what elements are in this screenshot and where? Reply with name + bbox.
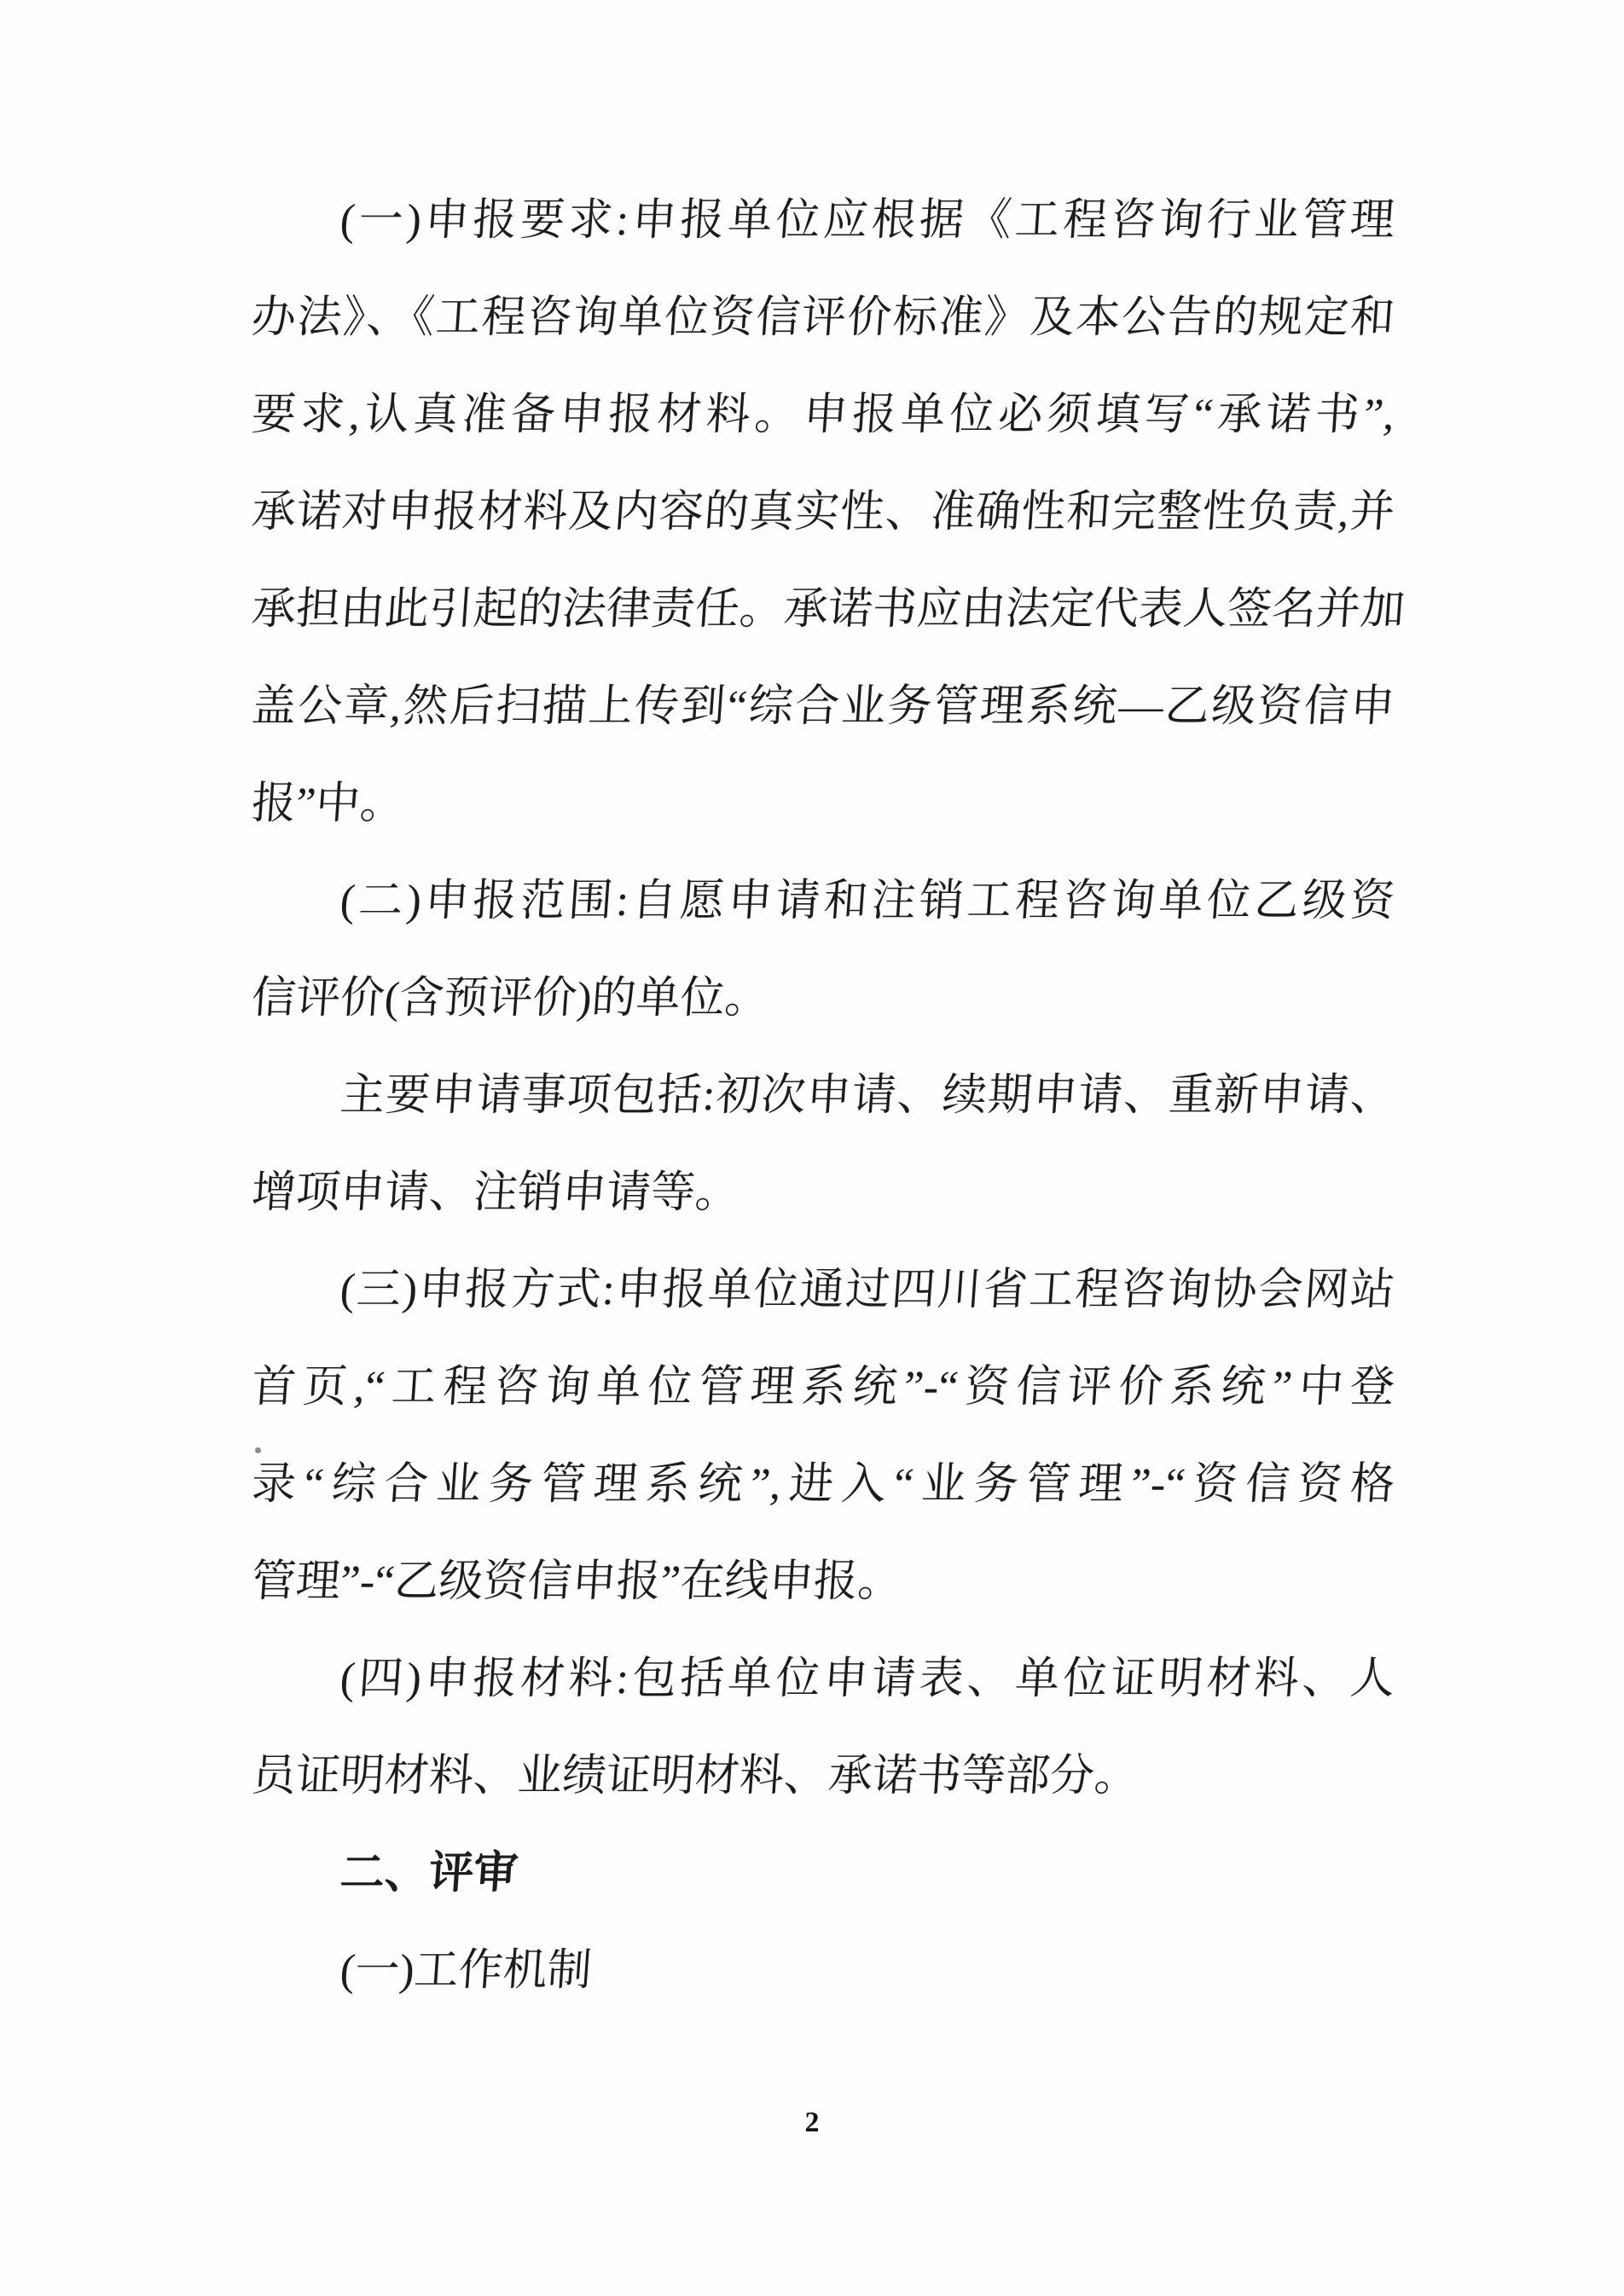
document-line: 报”中。 [250, 780, 407, 828]
section-heading: 二、评审 [339, 1849, 520, 1898]
document-line: 承诺对申报材料及内容的真实性、准确性和完整性负责,并 [250, 488, 1397, 536]
document-line: 承担由此引起的法律责任。承诺书应由法定代表人签名并加 [250, 585, 1407, 634]
document-line: (三)申报方式:申报单位通过四川省工程咨询协会网站 [339, 1266, 1397, 1314]
document-line: 办法》、《工程咨询单位资信评价标准》及本公告的规定和 [250, 293, 1397, 342]
document-line: 录“综合业务管理系统”,进入“业务管理”-“资信资格 [250, 1460, 1397, 1509]
document-line: (四)申报材料:包括单位申请表、单位证明材料、人 [339, 1655, 1397, 1703]
document-line: 员证明材料、业绩证明材料、承诺书等部分。 [250, 1752, 1141, 1800]
document-line: 盖公章,然后扫描上传到“综合业务管理系统—乙级资信申 [250, 682, 1397, 731]
document-line: (二)申报范围:自愿申请和注销工程咨询单位乙级资 [339, 877, 1397, 925]
document-line: 要求,认真准备申报材料。申报单位必须填写“承诺书”, [250, 391, 1397, 439]
document-line: 主要申请事项包括:初次申请、续期申请、重新申请、 [339, 1071, 1397, 1120]
document-line: 增项申请、注销申请等。 [250, 1168, 742, 1217]
subsection-heading: (一)工作机制 [339, 1946, 594, 1995]
document-line: 信评价(含预评价)的单位。 [250, 974, 771, 1023]
document-line: 首页,“工程咨询单位管理系统”-“资信评价系统”中登 [250, 1363, 1397, 1412]
scan-artifact-dot [255, 1447, 261, 1453]
page-number: 2 [804, 2107, 820, 2138]
document-line: 管理”-“乙级资信申报”在线申报。 [250, 1557, 904, 1606]
document-body [250, 172, 1407, 2020]
document-line: (一)申报要求:申报单位应根据《工程咨询行业管理 [339, 196, 1397, 245]
